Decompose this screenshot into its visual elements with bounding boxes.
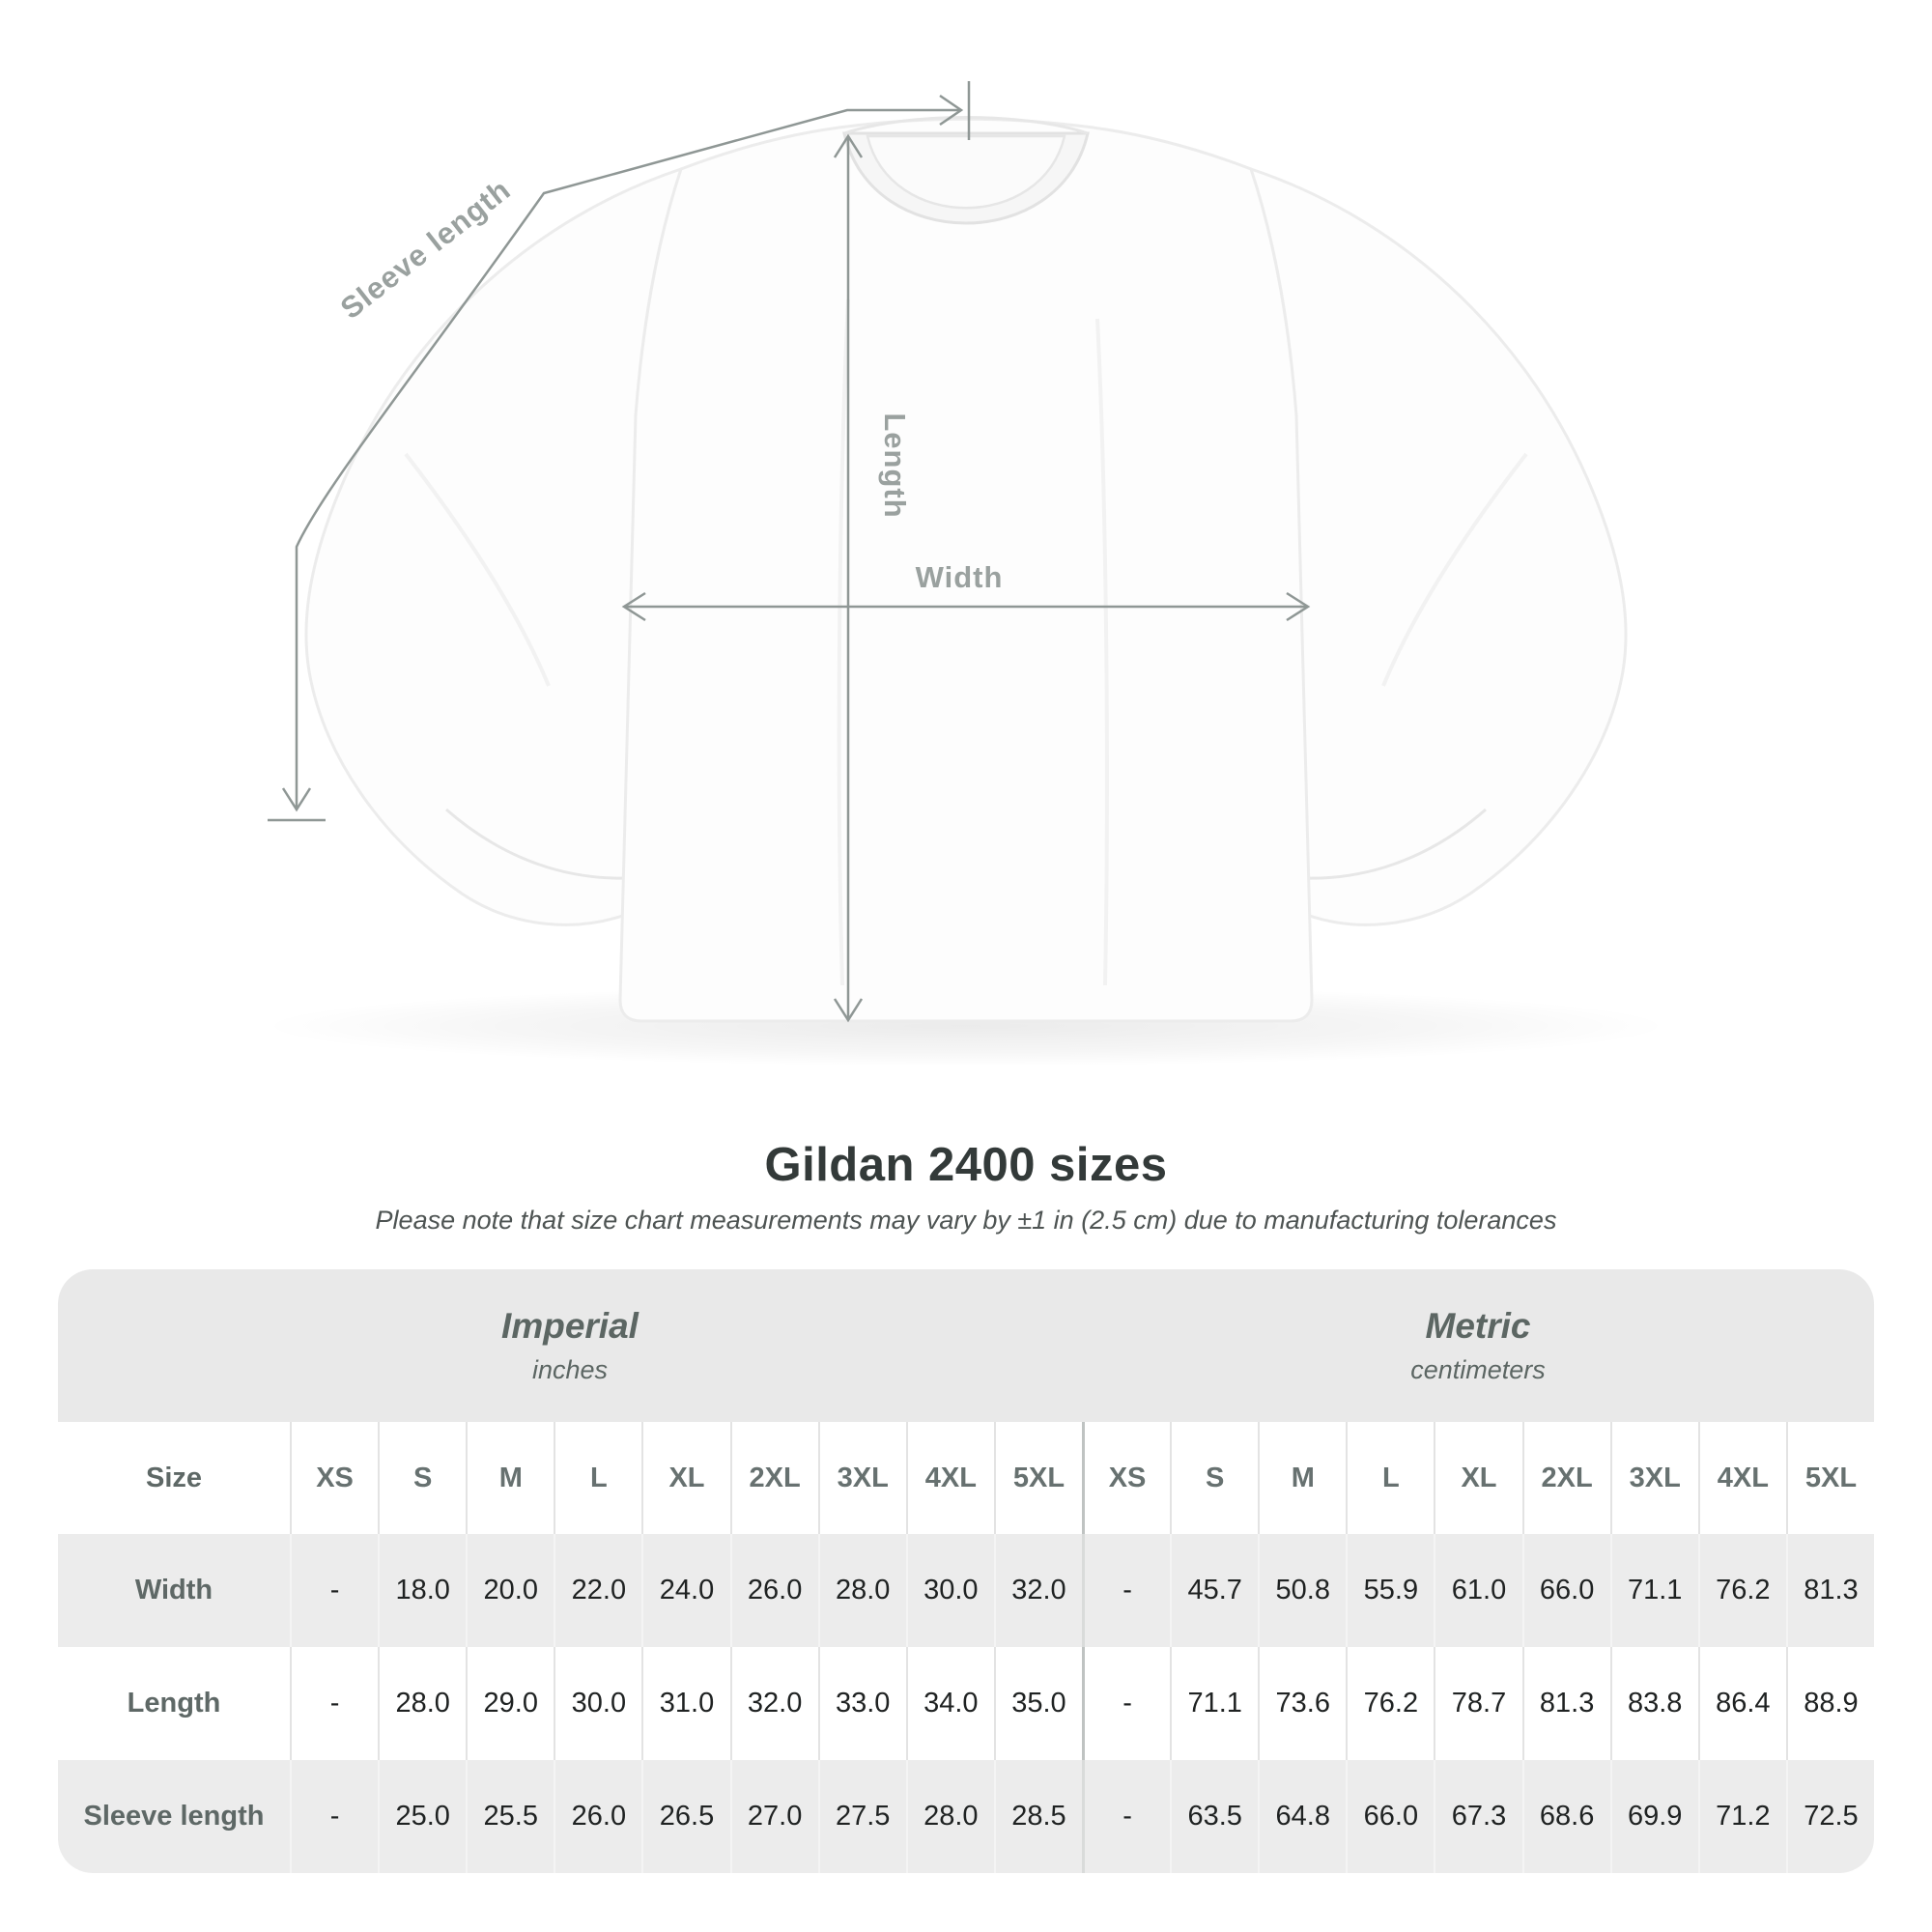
size-table [58,1269,1874,1873]
sleeve-length-metric-5xl-value: 72.5 [1786,1760,1874,1873]
sleeve-length-metric-xl-value: 67.3 [1434,1760,1521,1873]
size-header-imperial-s: S [378,1422,466,1534]
sleeve-length-imperial-2xl-value: 27.0 [730,1760,818,1873]
length-imperial-l-value: 30.0 [554,1647,641,1760]
width-metric-2xl-value: 66.0 [1522,1534,1610,1647]
width-imperial-xl-value: 24.0 [641,1534,729,1647]
sleeve-length-row [58,1760,1874,1873]
length-row [58,1647,1874,1760]
length-metric-5xl-value: 88.9 [1786,1647,1874,1760]
width-metric-xl-value: 61.0 [1434,1534,1521,1647]
size-header-imperial-5xl: 5XL [994,1422,1082,1534]
width-metric-5xl-value: 81.3 [1786,1534,1874,1647]
length-metric-3xl-value: 83.8 [1610,1647,1698,1760]
width-metric-xs-value: - [1082,1534,1170,1647]
size-header-metric-5xl: 5XL [1786,1422,1874,1534]
sleeve-length-imperial-xs-value: - [290,1760,378,1873]
size-header-metric-s: S [1170,1422,1258,1534]
width-metric-3xl-value: 71.1 [1610,1534,1698,1647]
sleeve-length-imperial-xl-value: 26.5 [641,1760,729,1873]
size-header-imperial-xl: XL [641,1422,729,1534]
sleeve-length-imperial-5xl-value: 28.5 [994,1760,1082,1873]
length-metric-s-value: 71.1 [1170,1647,1258,1760]
width-imperial-m-value: 20.0 [466,1534,554,1647]
sleeve-length-label: Sleeve length [333,172,518,327]
sleeve-length-metric-3xl-value: 69.9 [1610,1760,1698,1873]
size-header-imperial-m: M [466,1422,554,1534]
width-imperial-xs-value: - [290,1534,378,1647]
size-header-metric-4xl: 4XL [1698,1422,1786,1534]
sleeve-length-metric-2xl-value: 68.6 [1522,1760,1610,1873]
length-imperial-4xl-value: 34.0 [906,1647,994,1760]
width-imperial-3xl-value: 28.0 [818,1534,906,1647]
size-header-metric-xs: XS [1082,1422,1170,1534]
size-header-imperial-3xl: 3XL [818,1422,906,1534]
sleeve-length-metric-s-value: 63.5 [1170,1760,1258,1873]
imperial-unit-label: inches [531,1355,609,1384]
metric-heading: Metric [1425,1306,1531,1346]
size-header-metric-2xl: 2XL [1522,1422,1610,1534]
width-metric-m-value: 50.8 [1258,1534,1346,1647]
unit-group-imperial [58,1269,1082,1422]
length-imperial-s-value: 28.0 [378,1647,466,1760]
size-header-imperial-xs: XS [290,1422,378,1534]
size-header-imperial-l: L [554,1422,641,1534]
length-row-label: Length [127,1688,221,1719]
size-header-metric-l: L [1346,1422,1434,1534]
length-metric-l-value: 76.2 [1346,1647,1434,1760]
size-header-metric-xl: XL [1434,1422,1521,1534]
width-imperial-4xl-value: 30.0 [906,1534,994,1647]
unit-group-metric [1082,1269,1874,1422]
length-imperial-5xl-value: 35.0 [994,1647,1082,1760]
length-imperial-xl-value: 31.0 [641,1647,729,1760]
unit-header-band [58,1269,1874,1422]
length-imperial-m-value: 29.0 [466,1647,554,1760]
sleeve-length-imperial-m-value: 25.5 [466,1760,554,1873]
length-metric-xs-value: - [1082,1647,1170,1760]
sleeve-length-metric-xs-value: - [1082,1760,1170,1873]
sleeve-length-imperial-4xl-value: 28.0 [906,1760,994,1873]
length-label: Length [878,412,912,519]
width-imperial-l-value: 22.0 [554,1534,641,1647]
width-imperial-5xl-value: 32.0 [994,1534,1082,1647]
tolerance-note: Please note that size chart measurements may vary by ±1 in (2.5 cm) due to manufacturing tolerances [375,1206,1557,1235]
width-metric-s-value: 45.7 [1170,1534,1258,1647]
length-metric-xl-value: 78.7 [1434,1647,1521,1760]
width-metric-4xl-value: 76.2 [1698,1534,1786,1647]
sleeve-length-row-label: Sleeve length [83,1801,265,1832]
size-header-metric-m: M [1258,1422,1346,1534]
sleeve-length-imperial-3xl-value: 27.5 [818,1760,906,1873]
length-metric-2xl-value: 81.3 [1522,1647,1610,1760]
metric-unit-label: centimeters [1410,1355,1546,1384]
width-imperial-2xl-value: 26.0 [730,1534,818,1647]
page-title: Gildan 2400 sizes [764,1139,1168,1191]
sleeve-length-imperial-s-value: 25.0 [378,1760,466,1873]
width-label: Width [915,560,1004,594]
width-metric-l-value: 55.9 [1346,1534,1434,1647]
length-metric-m-value: 73.6 [1258,1647,1346,1760]
width-row-label: Width [134,1575,213,1605]
imperial-heading: Imperial [501,1306,639,1346]
length-imperial-2xl-value: 32.0 [730,1647,818,1760]
sleeve-length-metric-m-value: 64.8 [1258,1760,1346,1873]
length-imperial-xs-value: - [290,1647,378,1760]
width-imperial-s-value: 18.0 [378,1534,466,1647]
size-header-imperial-4xl: 4XL [906,1422,994,1534]
sleeve-length-metric-4xl-value: 71.2 [1698,1760,1786,1873]
width-row [58,1534,1874,1647]
size-column-header: Size [145,1462,203,1493]
sleeve-length-imperial-l-value: 26.0 [554,1760,641,1873]
sleeve-length-metric-l-value: 66.0 [1346,1760,1434,1873]
size-header-row [58,1422,1874,1534]
size-header-imperial-2xl: 2XL [730,1422,818,1534]
size-header-metric-3xl: 3XL [1610,1422,1698,1534]
length-imperial-3xl-value: 33.0 [818,1647,906,1760]
length-metric-4xl-value: 86.4 [1698,1647,1786,1760]
